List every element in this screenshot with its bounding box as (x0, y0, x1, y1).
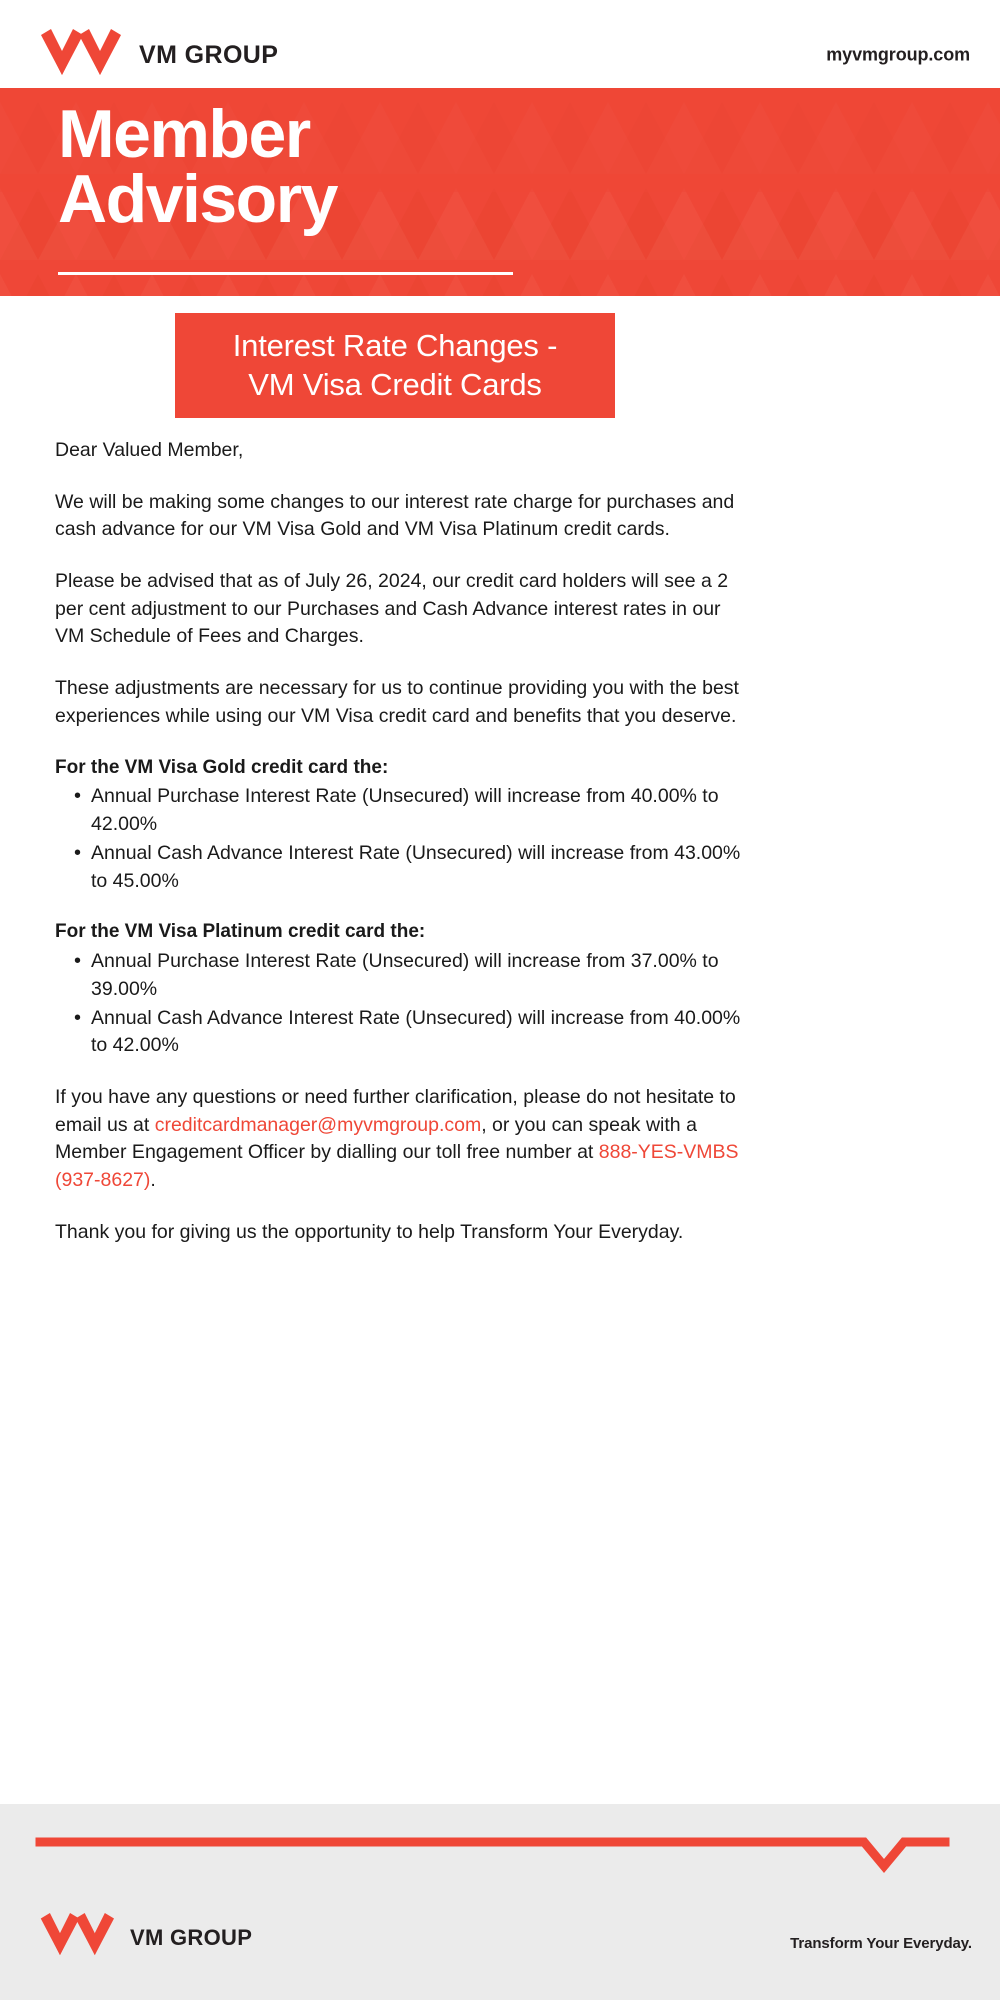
paragraph-contact (55, 1084, 745, 1195)
letter-body (55, 437, 745, 1246)
vm-zigzag-logo-icon (38, 29, 121, 82)
paragraph-intro: We will be making some changes to our interest rate charge for purchases and cash advance for our VM Visa Gold and VM Visa Platinum credit cards. (55, 490, 735, 541)
header-brand-name: VM GROUP (139, 40, 279, 69)
list-item: • Annual Cash Advance Interest Rate (Unsecured) will increase from 40.00% to 42.00% (55, 1005, 745, 1060)
footer-brand-name: VM GROUP (130, 1924, 253, 1950)
contact-email-link[interactable]: creditcardmanager@myvmgroup.com (154, 1113, 482, 1136)
platinum-card-rate-list (55, 948, 745, 1060)
platinum-card-heading: For the VM Visa Platinum credit card the: (55, 921, 426, 943)
list-item: • Annual Purchase Interest Rate (Unsecured) will increase from 37.00% to 39.00% (55, 948, 745, 1003)
advisory-subject-line-2: VM Visa Credit Cards (248, 366, 542, 402)
hero-underline-rule (58, 272, 513, 275)
advisory-subject-text (221, 327, 570, 405)
vm-zigzag-logo-icon (38, 1913, 114, 1962)
contact-text-before-email: If you have any questions or need further clarification, please do not hesitate to email us at (55, 1085, 736, 1136)
hero-banner (0, 88, 1000, 296)
gold-card-heading: For the VM Visa Gold credit card the: (55, 756, 389, 778)
advisory-subject-line-1: Interest Rate Changes - (232, 327, 558, 363)
footer-chevron-rule-icon (0, 1836, 1000, 1876)
hero-text-block (0, 88, 1000, 237)
advisory-subject-badge (175, 313, 615, 418)
header-brand (38, 29, 278, 82)
hero-title-line-2: Advisory (58, 160, 337, 237)
gold-card-rate-list (55, 783, 745, 895)
footer-tagline: Transform Your Everyday. (790, 1935, 972, 1952)
paragraph-effective-date: Please be advised that as of July 26, 2024, our credit card holders will see a 2 per cent adjustment to our Purchases and Cash Advance interest rates in our VM Schedule of Fees and Charges. (55, 570, 729, 648)
paragraph-closing: Thank you for giving us the opportunity to help Transform Your Everyday. (55, 1220, 684, 1243)
list-item: • Annual Purchase Interest Rate (Unsecured) will increase from 40.00% to 42.00% (55, 783, 745, 838)
list-item: • Annual Cash Advance Interest Rate (Unsecured) will increase from 43.00% to 45.00% (55, 840, 745, 895)
page-footer (0, 1804, 1000, 2000)
header-website-url[interactable]: myvmgroup.com (826, 44, 970, 65)
hero-title-line-1: Member (58, 96, 310, 172)
contact-text-between: , or you can speak with a Member Engagement Officer by dialling our toll free number at (55, 1113, 697, 1164)
paragraph-rationale: These adjustments are necessary for us to continue providing you with the best experiences while using our VM Visa credit card and benefits that you deserve. (55, 677, 739, 727)
contact-phone-link[interactable]: 888-YES-VMBS (937-8627) (55, 1141, 739, 1191)
footer-brand (38, 1913, 252, 1962)
salutation: Dear Valued Member, (55, 439, 244, 461)
contact-text-after: . (150, 1169, 156, 1191)
